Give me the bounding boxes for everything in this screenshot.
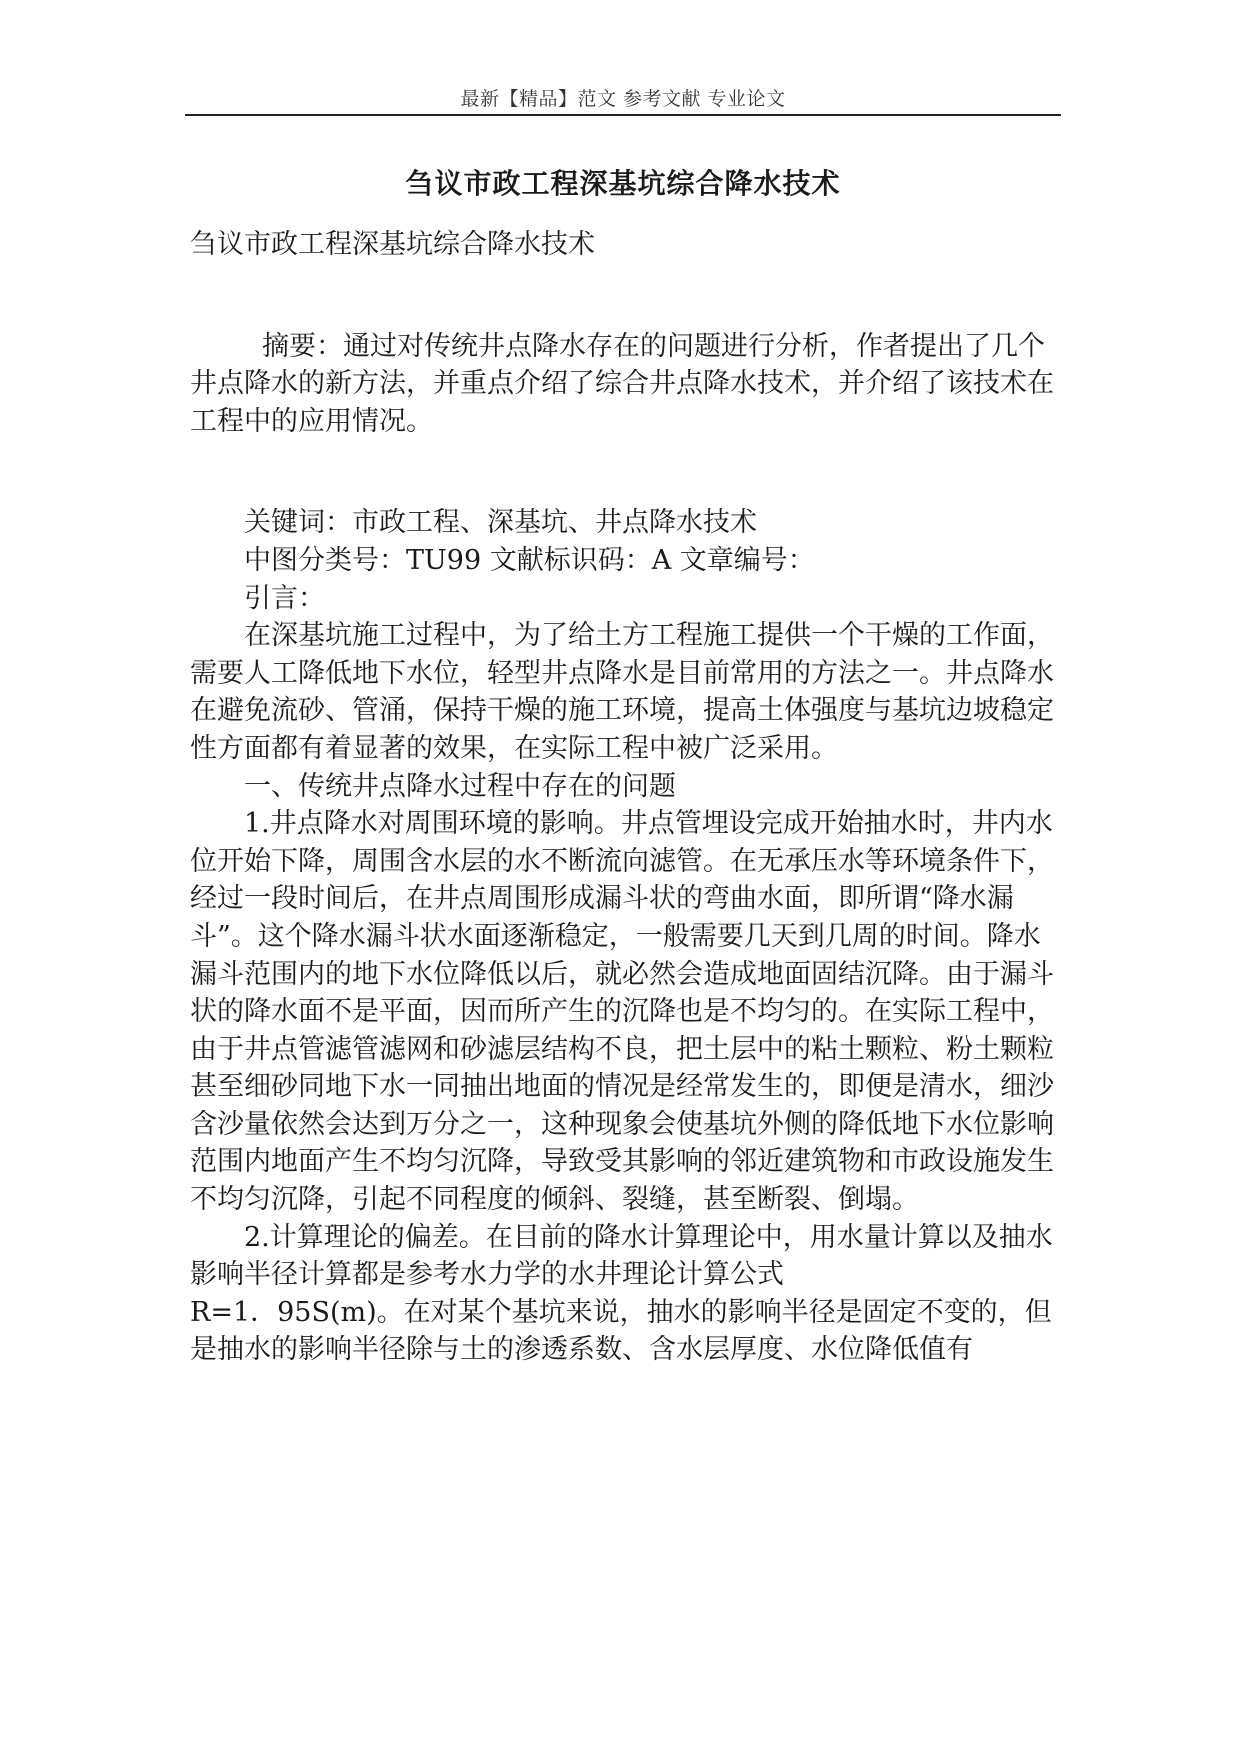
section-heading: 一、传统井点降水过程中存在的问题	[244, 770, 676, 802]
intro-paragraph: 在深基坑施工过程中，为了给土方工程施工提供一个干燥的工作面，需要人工降低地下水位，轻型井点降水是目前常用的方法之一。井点降水在避免流砂、管涌，保持干燥的施工环境，提高土体强度与基坑边坡稳定性方面都有着显著的效果，在实际工程中被广泛采用。	[190, 620, 1054, 764]
body-paragraph: 2.计算理论的偏差。在目前的降水计算理论中，用水量计算以及抽水影响半径计算都是参考水力学的水井理论计算公式	[190, 1221, 1053, 1291]
intro-heading: 引言：	[244, 582, 325, 614]
document-title: 刍议市政工程深基坑综合降水技术	[405, 167, 841, 200]
header-divider	[185, 114, 1061, 116]
classification-line: 中图分类号：TU99 文献标识码：A 文章编号：	[244, 544, 815, 576]
abstract-paragraph: 摘要：通过对传统井点降水存在的问题进行分析，作者提出了几个井点降水的新方法，并重点介绍了综合井点降水技术，并介绍了该技术在工程中的应用情况。	[190, 330, 1054, 437]
document-body	[190, 226, 1060, 1369]
body-paragraph: 1.井点降水对周围环境的影响。井点管埋设完成开始抽水时，井内水位开始下降，周围含水层的水不断流向滤管。在无承压水等环境条件下，经过一段时间后，在井点周围形成漏斗状的弯曲水面，即所谓“降水漏斗”。这个降水漏斗状水面逐渐稳定，一般需要几天到几周的时间。降水漏斗范围内的地下水位降低以后，就必然会造成地面固结沉降。由于漏斗状的降水面不是平面，因而所产生的沉降也是不均匀的。在实际工程中，由于井点管滤管滤网和砂滤层结构不良，把土层中的粘土颗粒、粉土颗粒甚至细砂同地下水一同抽出地面的情况是经常发生的，即便是清水，细沙含沙量依然会达到万分之一，这种现象会使基坑外侧的降低地下水位影响范围内地面产生不均匀沉降，导致受其影响的邻近建筑物和市政设施发生不均匀沉降，引起不同程度的倾斜、裂缝，甚至断裂、倒塌。	[190, 808, 1054, 1216]
formula-paragraph: R=1．95S(m)。在对某个基坑来说，抽水的影响半径是固定不变的，但是抽水的影响半径除与土的渗透系数、含水层厚度、水位降低值有	[190, 1296, 1052, 1366]
page-header: 最新【精品】范文 参考文献 专业论文	[460, 88, 786, 110]
document-subtitle: 刍议市政工程深基坑综合降水技术	[190, 229, 595, 260]
keywords-line: 关键词：市政工程、深基坑、井点降水技术	[244, 507, 757, 539]
